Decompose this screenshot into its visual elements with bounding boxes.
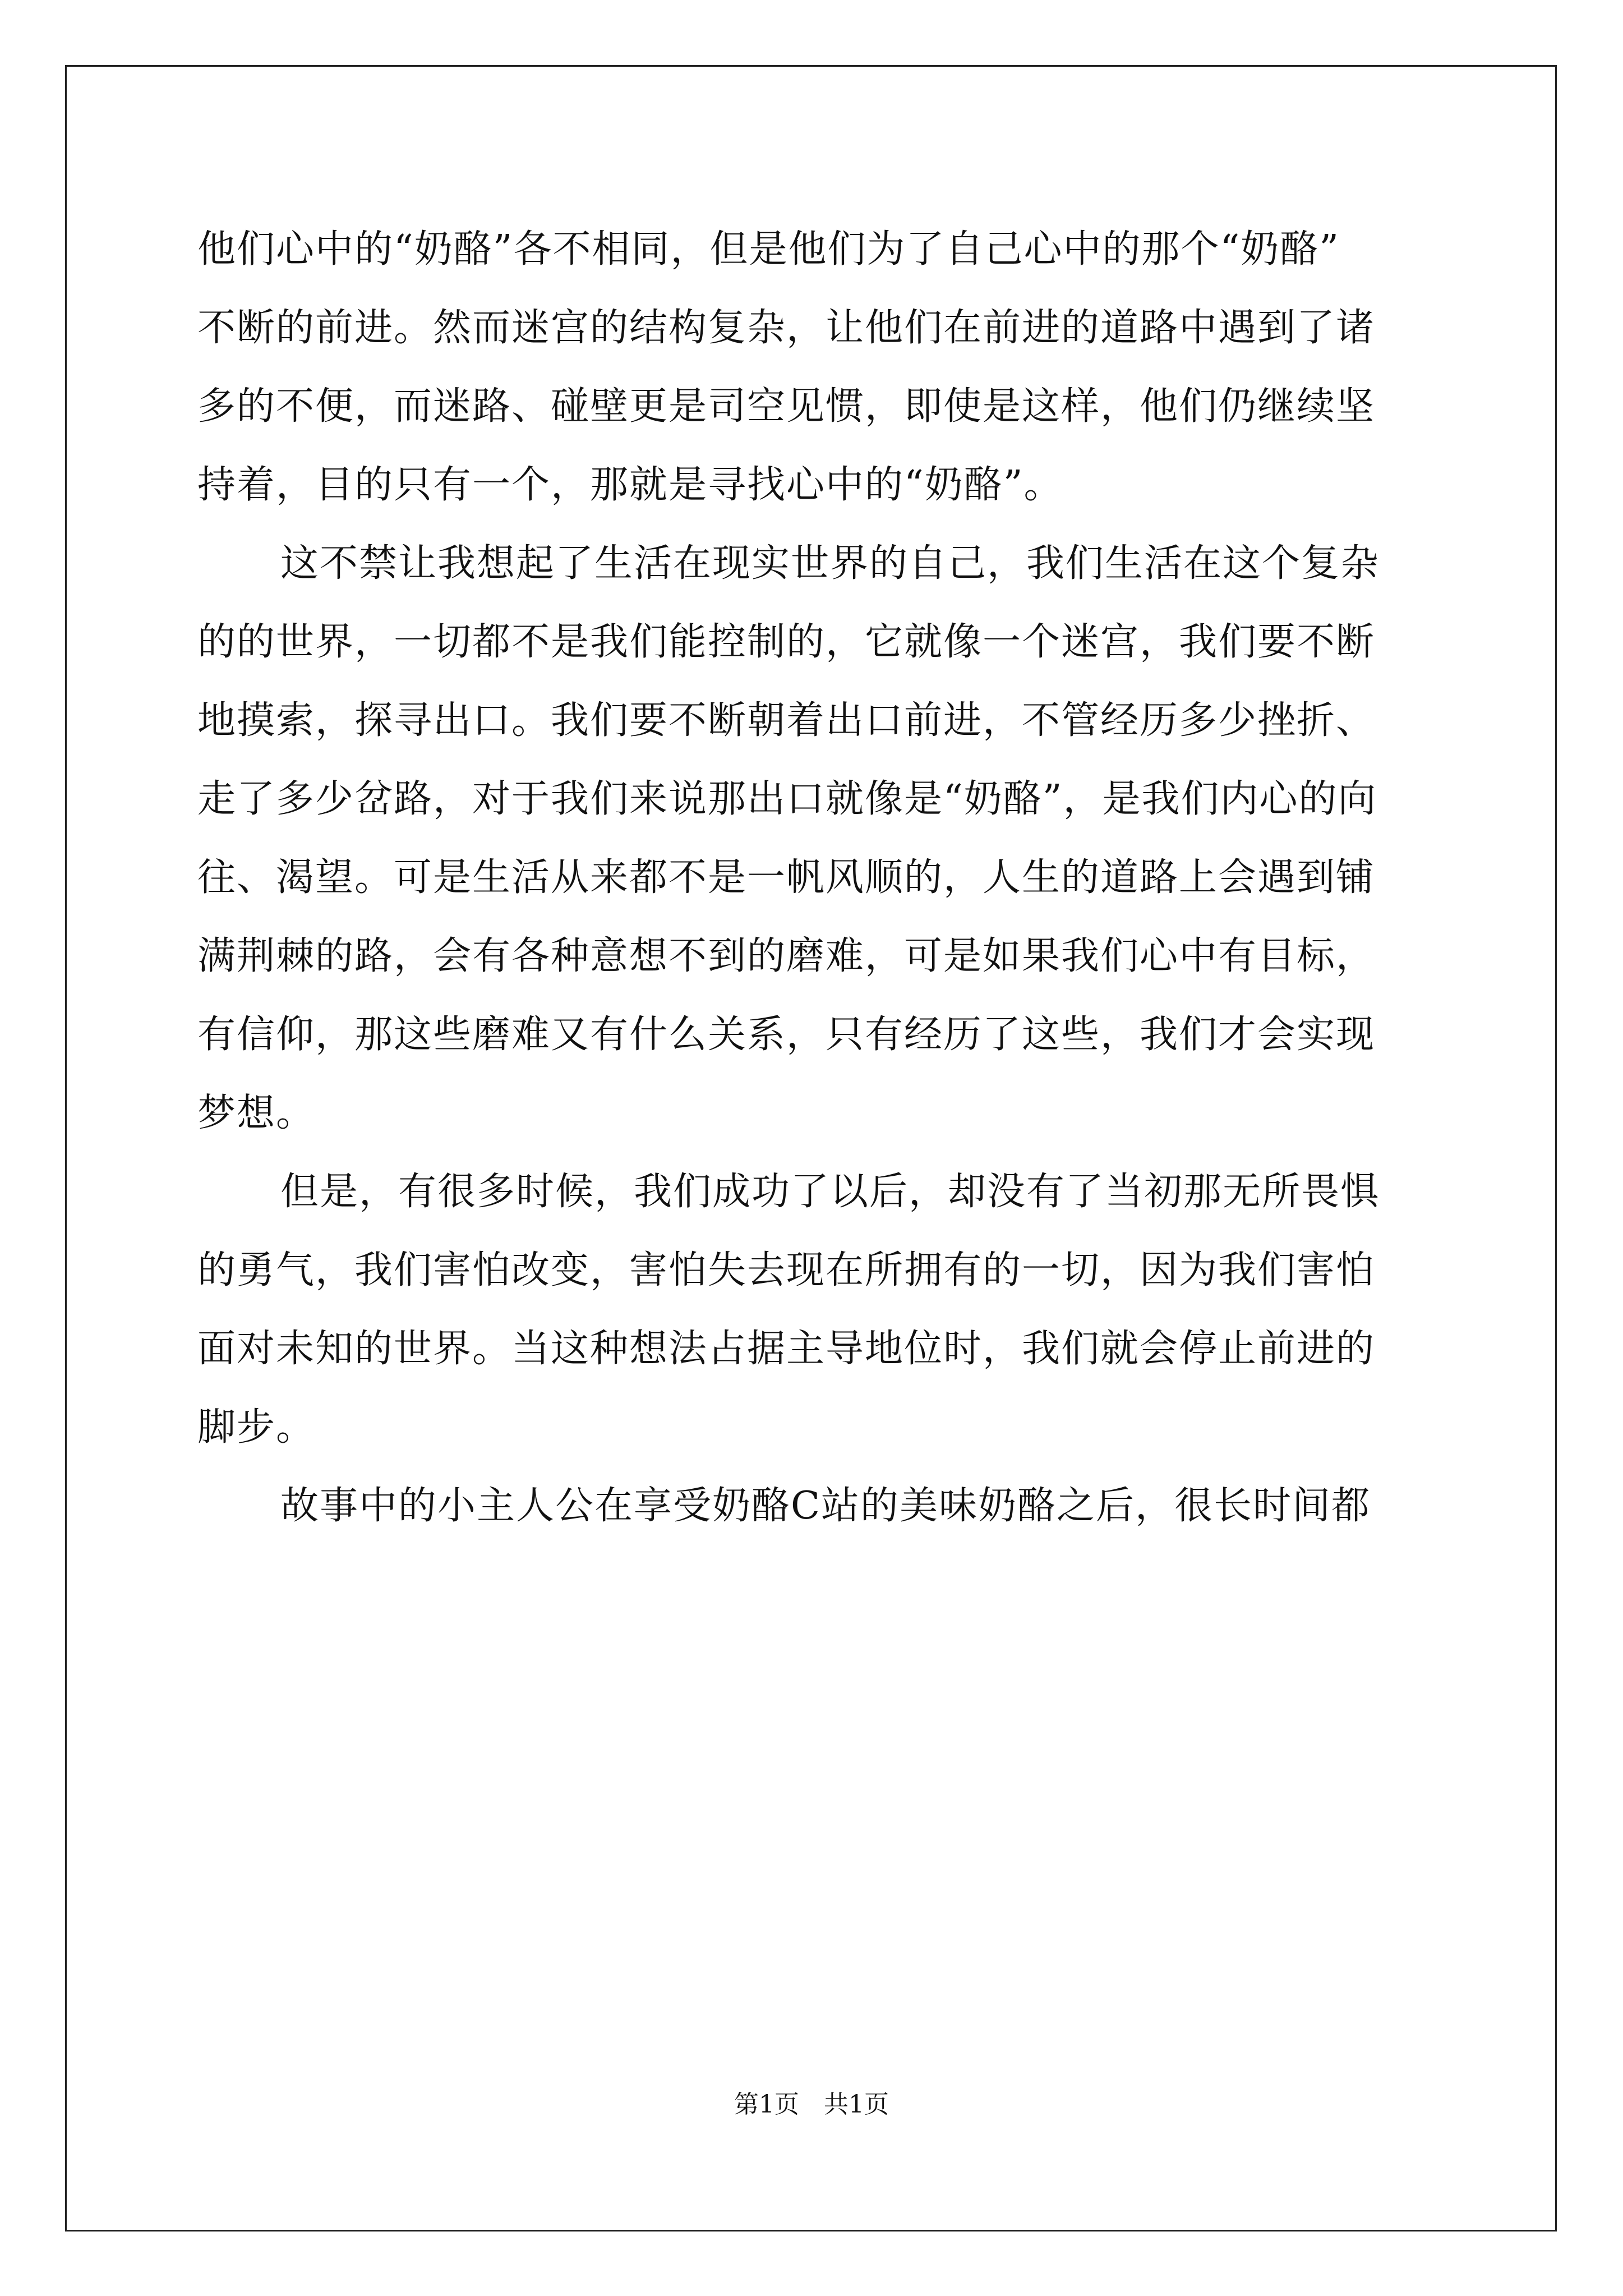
text-line: 面对未知的世界。当这种想法占据主导地位时，我们就会停止前进的 — [197, 1327, 1376, 1371]
page-total: 共1页 — [824, 2090, 889, 2119]
paragraph-4 — [197, 1467, 1431, 1545]
text-line: 地摸索，探寻出口。我们要不断朝着出口前进，不管经历多少挫折、 — [197, 698, 1376, 743]
text-line: 持着，目的只有一个，那就是寻找心中的“奶酪”。 — [197, 463, 1063, 507]
text-line: 满荆棘的路，会有各种意想不到的磨难，可是如果我们心中有目标， — [197, 934, 1376, 978]
paragraph-3 — [197, 1153, 1431, 1467]
text-line: 不断的前进。然而迷宫的结构复杂，让他们在前进的道路中遇到了诸 — [197, 306, 1376, 350]
text-line: 走了多少岔路，对于我们来说那出口就像是“奶酪”，是我们内心的向 — [197, 777, 1377, 821]
text-line: 往、渴望。可是生活从来都不是一帆风顺的，人生的道路上会遇到铺 — [197, 855, 1376, 900]
text-line: 但是，有很多时候，我们成功了以后，却没有了当初那无所畏惧 — [280, 1170, 1380, 1214]
text-line: 故事中的小主人公在享受奶酪C站的美味奶酪之后，很长时间都 — [280, 1484, 1371, 1528]
page-number: 第1页 — [734, 2090, 799, 2119]
text-line: 的勇气，我们害怕改变，害怕失去现在所拥有的一切，因为我们害怕 — [197, 1248, 1376, 1292]
paragraph-2 — [197, 524, 1431, 1153]
text-line: 脚步。 — [197, 1405, 316, 1450]
text-line: 的的世界，一切都不是我们能控制的，它就像一个迷宫，我们要不断 — [197, 620, 1376, 664]
text-line: 他们心中的“奶酪”各不相同，但是他们为了自己心中的那个“奶酪” — [197, 227, 1340, 272]
page-footer — [0, 2088, 1623, 2122]
body-text — [197, 210, 1431, 1545]
text-line: 梦想。 — [197, 1091, 316, 1135]
paragraph-1 — [197, 210, 1431, 524]
text-line: 有信仰，那这些磨难又有什么关系，只有经历了这些，我们才会实现 — [197, 1013, 1376, 1057]
text-line: 这不禁让我想起了生活在现实世界的自己，我们生活在这个复杂 — [280, 541, 1380, 586]
text-line: 多的不便，而迷路、碰壁更是司空见惯，即使是这样，他们仍继续坚 — [197, 384, 1376, 429]
